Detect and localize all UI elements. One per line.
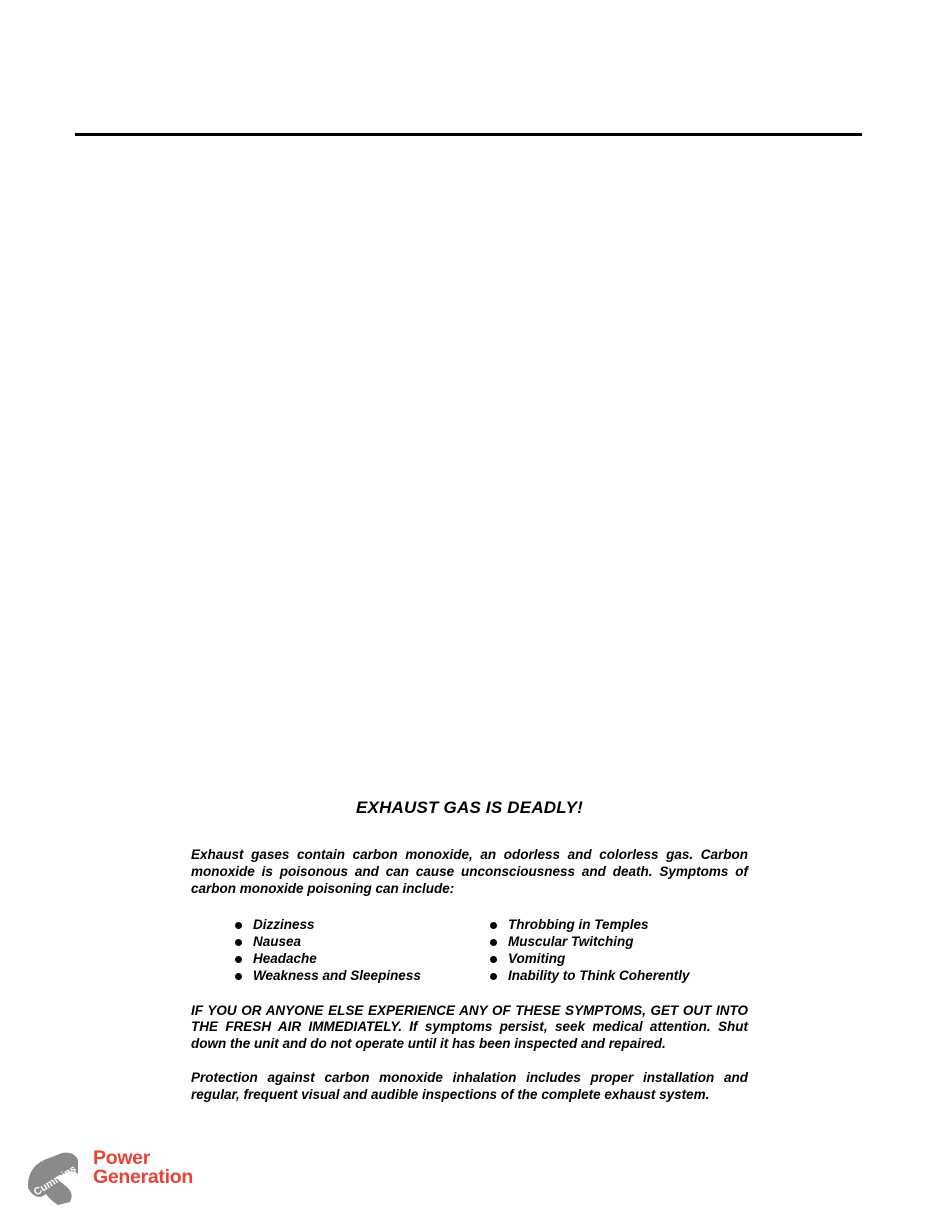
symptom-label: Dizziness	[253, 917, 315, 933]
cummins-logo-icon	[22, 1148, 80, 1206]
symptom-item	[235, 934, 490, 951]
bullet-icon	[490, 973, 497, 980]
header-rule	[75, 133, 862, 136]
bullet-icon	[490, 939, 497, 946]
symptom-item	[235, 968, 490, 985]
warning-action: IF YOU OR ANYONE ELSE EXPERIENCE ANY OF THESE SYMPTOMS, GET OUT INTO THE FRESH AIR IMMEDIATELY. If symptoms persist, seek medical attention. Shut down the unit and do not operate until it has been inspected and repaired.	[191, 1002, 748, 1052]
logo-wordmark	[93, 1149, 193, 1187]
warning-title: EXHAUST GAS IS DEADLY!	[356, 798, 583, 817]
symptom-label: Weakness and Sleepiness	[253, 967, 421, 983]
symptom-label: Vomiting	[508, 950, 566, 966]
warning-intro: Exhaust gases contain carbon monoxide, an odorless and colorless gas. Carbon monoxide is poisonous and can cause unconsciousness and death. Symptoms of carbon monoxide poisoning can include:	[191, 847, 748, 896]
warning-protection: Protection against carbon monoxide inhalation includes proper installation and regular, frequent visual and audible inspections of the complete exhaust system.	[191, 1069, 748, 1102]
symptom-item	[235, 917, 490, 934]
bullet-icon	[235, 922, 242, 929]
bullet-icon	[490, 922, 497, 929]
bullet-icon	[235, 956, 242, 963]
bullet-icon	[235, 939, 242, 946]
symptom-label: Nausea	[253, 934, 302, 950]
symptom-item	[490, 968, 690, 985]
cummins-mark-text: Cummins	[31, 1162, 79, 1199]
symptom-label: Inability to Think Coherently	[508, 967, 690, 983]
bullet-icon	[235, 973, 242, 980]
symptom-label: Headache	[253, 950, 317, 966]
bullet-icon	[490, 956, 497, 963]
symptom-column-left	[235, 917, 490, 984]
symptom-column-right	[490, 917, 690, 984]
cummins-power-generation-logo	[22, 1145, 222, 1205]
exhaust-warning	[191, 797, 748, 1104]
symptom-item	[490, 951, 690, 968]
symptom-item	[490, 917, 690, 934]
symptom-item	[235, 951, 490, 968]
symptom-item	[490, 934, 690, 951]
symptom-list	[191, 917, 748, 984]
logo-line-power: Power	[93, 1147, 151, 1169]
symptom-label: Throbbing in Temples	[508, 917, 649, 933]
logo-line-generation: Generation	[93, 1166, 193, 1188]
symptom-label: Muscular Twitching	[508, 934, 634, 950]
